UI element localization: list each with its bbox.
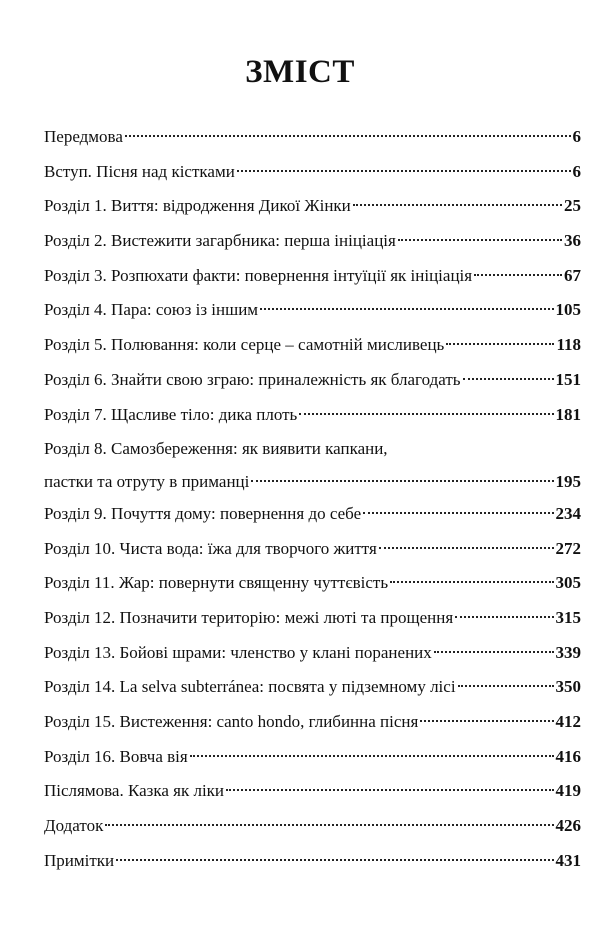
toc-page-number: 118: [556, 335, 581, 355]
toc-entry-introduction[interactable]: [44, 155, 581, 190]
dot-leader: [446, 343, 554, 345]
toc-entry-label: Розділ 4. Пара: союз із іншим: [44, 300, 259, 320]
toc-entry-label: Розділ 9. Почуття дому: повернення до себе: [44, 503, 362, 523]
toc-page-number: 234: [555, 503, 581, 523]
dot-leader: [363, 512, 553, 514]
toc-entry-label: Вступ. Пісня над кістками: [44, 161, 235, 181]
toc-entry-label: Розділ 16. Вовча вія: [44, 746, 188, 766]
toc-entry-label: Розділ 3. Розпюхати факти: повернення інтуїції як ініціація: [44, 265, 473, 285]
toc-entry-chapter-5[interactable]: [44, 328, 581, 363]
dot-leader: [379, 547, 554, 549]
toc-entry-chapter-9[interactable]: [44, 497, 581, 532]
toc-page-number: 151: [555, 369, 581, 389]
toc-entry-chapter-11[interactable]: [44, 566, 581, 601]
toc-page-number: 272: [555, 538, 581, 558]
toc-entry-label: Розділ 14. La selva subterránea: посвята у підземному лісі: [44, 677, 456, 697]
page-title: ЗМІСТ: [245, 54, 355, 90]
dot-leader: [260, 308, 553, 310]
toc-page-number: 412: [555, 712, 581, 731]
toc-page-number: 25: [564, 196, 581, 216]
dot-leader: [237, 170, 571, 172]
dot-leader: [105, 824, 553, 826]
dot-leader: [190, 755, 554, 757]
toc-page-number: 419: [555, 781, 581, 801]
toc-entry-label: Розділ 15. Вистеження: canto hondo, глибинна пісня: [44, 712, 419, 731]
toc-page-number: 426: [555, 816, 581, 836]
toc-entry-label: Розділ 1. Виття: відродження Дикої Жінки: [44, 196, 351, 216]
toc-entry-chapter-12[interactable]: [44, 601, 581, 636]
toc-entry-chapter-1[interactable]: [44, 189, 581, 224]
toc-entry-label: Розділ 6. Знайти свою зграю: приналежність як благодать: [44, 369, 461, 389]
toc-page-number: 181: [555, 404, 581, 424]
toc-page-number: 105: [555, 300, 581, 320]
dot-leader: [458, 685, 554, 687]
dot-leader: [116, 859, 553, 861]
toc-page-number: 6: [572, 127, 581, 146]
toc-page-number: 339: [555, 642, 581, 662]
toc-entry-label: Розділ 2. Вистежити загарбника: перша ініціація: [44, 231, 396, 251]
toc-page-number: 305: [555, 573, 581, 593]
toc-entry-chapter-8[interactable]: [44, 432, 581, 467]
toc-entry-chapter-3[interactable]: [44, 259, 581, 294]
toc-entry-label: Розділ 5. Полювання: коли серце – самотній мисливець: [44, 335, 445, 355]
toc-page-number: 6: [572, 161, 581, 181]
toc-entry-label: Розділ 12. Позначити територію: межі люті та прощення: [44, 607, 454, 627]
toc-page-number: 67: [564, 265, 581, 285]
toc-entry-label: Передмова: [44, 127, 123, 146]
toc-entry-chapter-14[interactable]: [44, 670, 581, 705]
dot-leader: [226, 789, 553, 791]
toc-page-number: 350: [555, 677, 581, 697]
dot-leader: [125, 135, 571, 137]
toc-entry-label: Розділ 13. Бойові шрами: членство у клані поранених: [44, 642, 432, 662]
dot-leader: [474, 274, 562, 276]
toc-entry-label: Розділ 7. Щасливе тіло: дика плоть: [44, 404, 298, 424]
toc-entry-chapter-7[interactable]: [44, 398, 581, 433]
toc-page-number: 195: [555, 471, 581, 491]
dot-leader: [463, 378, 554, 380]
dot-leader: [434, 651, 554, 653]
toc-entry-chapter-10[interactable]: [44, 532, 581, 567]
dot-leader: [251, 480, 553, 482]
toc-entry-chapter-4[interactable]: [44, 293, 581, 328]
toc-entry-appendix[interactable]: [44, 809, 581, 844]
table-of-contents: [44, 120, 581, 878]
toc-entry-chapter-16[interactable]: [44, 740, 581, 775]
toc-entry-label: Додаток: [44, 816, 104, 836]
toc-entry-label: Розділ 10. Чиста вода: їжа для творчого життя: [44, 538, 377, 558]
toc-page-number: 315: [555, 607, 581, 627]
toc-entry-label: Розділ 11. Жар: повернути священну чуттєвість: [44, 573, 389, 593]
dot-leader: [353, 204, 562, 206]
toc-entry-label: Примітки: [44, 850, 115, 870]
toc-entry-chapter-13[interactable]: [44, 636, 581, 671]
dot-leader: [390, 581, 553, 583]
toc-page-number: 431: [555, 850, 581, 870]
toc-entry-chapter-6[interactable]: [44, 363, 581, 398]
dot-leader: [299, 413, 553, 415]
toc-entry-label: Розділ 8. Самозбереження: як виявити капкани,: [44, 439, 388, 459]
dot-leader: [455, 616, 553, 618]
toc-entry-foreword[interactable]: [44, 120, 581, 155]
dot-leader: [420, 720, 553, 722]
toc-page-number: 416: [555, 746, 581, 766]
toc-page-number: 36: [564, 231, 581, 251]
toc-entry-chapter-8-continuation[interactable]: [44, 467, 581, 497]
toc-entry-chapter-2[interactable]: [44, 224, 581, 259]
dot-leader: [398, 239, 562, 241]
toc-entry-label: Післямова. Казка як ліки: [44, 781, 225, 801]
toc-entry-label-continuation: пастки та отруту в приманці: [44, 471, 250, 491]
toc-entry-chapter-15[interactable]: [44, 705, 581, 740]
toc-entry-afterword[interactable]: [44, 774, 581, 809]
toc-entry-notes[interactable]: [44, 844, 581, 879]
